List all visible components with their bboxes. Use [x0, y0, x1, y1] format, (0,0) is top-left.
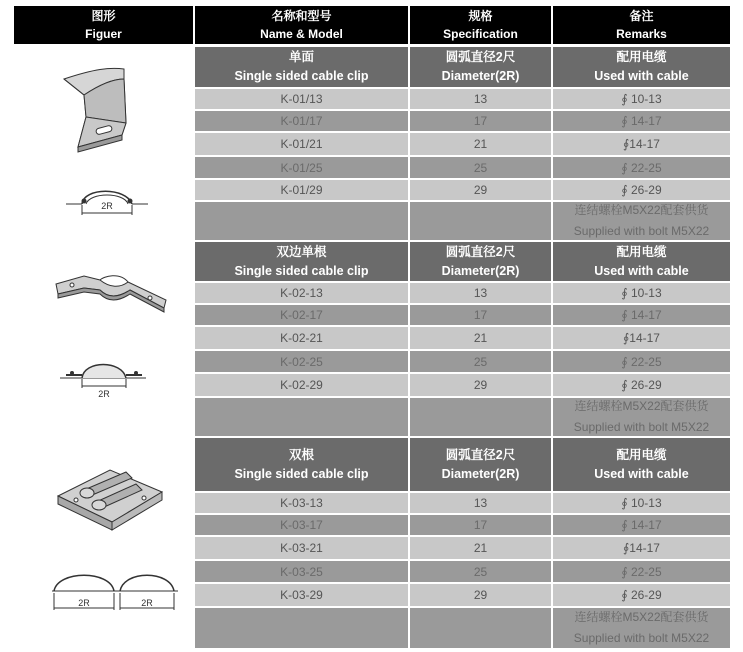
table-row-g3-note-model — [195, 608, 408, 648]
group3-figure — [14, 438, 193, 648]
table-row-g1-r2-spec: 17 — [410, 111, 551, 131]
table-row-g2-r5-remark: ∮ 26-29 — [553, 374, 730, 396]
group3-spec-en: Diameter(2R) — [441, 466, 520, 481]
table-row-g1-r4-model: K-01/25 — [195, 157, 408, 178]
table-row-g1-r5-model: K-01/29 — [195, 180, 408, 200]
group3-remark-header — [553, 438, 730, 491]
group1-name-header — [195, 47, 408, 87]
group1-name-zh: 单面 — [288, 50, 314, 64]
table-row-g3-r4-remark: ∮ 22-25 — [553, 561, 730, 582]
group1-note-zh: 连结螺栓M5X22配套供货 — [574, 203, 709, 217]
table-row-g2-r2-spec: 17 — [410, 305, 551, 325]
table-row-g1-r2-remark: ∮ 14-17 — [553, 111, 730, 131]
table-row-g3-r5-spec: 29 — [410, 584, 551, 606]
group2-spec-en: Diameter(2R) — [441, 263, 520, 278]
table-row-g3-r3-spec: 21 — [410, 537, 551, 559]
group2-spec-zh: 圆弧直径2尺 — [445, 244, 516, 259]
header-spec-en: Specification — [443, 27, 518, 41]
group3-name-zh: 双根 — [288, 447, 314, 462]
table-row-g2-r5-spec: 29 — [410, 374, 551, 396]
group3-dim-label-left: 2R — [78, 598, 90, 608]
table-row-g2-r1-remark: ∮ 10-13 — [553, 283, 730, 303]
table-row-g3-note-spec — [410, 608, 551, 648]
group2-remark-zh: 配用电缆 — [616, 244, 667, 259]
group3-dim-label-right: 2R — [141, 598, 153, 608]
double-clip-dimension-diagram — [52, 575, 178, 610]
table-row-g1-r4-spec: 25 — [410, 157, 551, 178]
header-name-model — [195, 6, 408, 44]
table-row-g1-r3-remark: ∮14-17 — [553, 133, 730, 155]
table-row-g1-r5-remark: ∮ 26-29 — [553, 180, 730, 200]
table-row-g2-r4-remark: ∮ 22-25 — [553, 351, 730, 372]
table-row-g3-note — [553, 608, 730, 648]
table-row-g2-r3-model: K-02-21 — [195, 327, 408, 349]
header-figure-en: Figuer — [85, 27, 122, 41]
group3-remark-en: Used with cable — [594, 466, 689, 481]
table-row-g1-r5-spec: 29 — [410, 180, 551, 200]
header-figure-zh: 图形 — [91, 9, 116, 23]
header-specification — [410, 6, 551, 44]
table-row-g3-r4-spec: 25 — [410, 561, 551, 582]
group2-spec-header — [410, 242, 551, 281]
group1-spec-en: Diameter(2R) — [441, 69, 520, 83]
header-remarks-en: Remarks — [616, 27, 667, 41]
table-row-g2-r3-remark: ∮14-17 — [553, 327, 730, 349]
table-row-g2-r4-model: K-02-25 — [195, 351, 408, 372]
group2-figure — [14, 242, 193, 436]
table-row-g1-r4-remark: ∮ 22-25 — [553, 157, 730, 178]
table-row-g3-r3-model: K-03-21 — [195, 537, 408, 559]
table-row-g3-r5-remark: ∮ 26-29 — [553, 584, 730, 606]
table-row-g3-r1-model: K-03-13 — [195, 493, 408, 513]
table-row-g3-r2-spec: 17 — [410, 515, 551, 535]
table-row-g3-r1-spec: 13 — [410, 493, 551, 513]
table-row-g2-note-spec — [410, 398, 551, 436]
table-row-g3-r4-model: K-03-25 — [195, 561, 408, 582]
table-row-g1-note-model — [195, 202, 408, 240]
table-row-g2-note — [553, 398, 730, 436]
table-row-g3-r3-remark: ∮14-17 — [553, 537, 730, 559]
header-name-zh: 名称和型号 — [271, 9, 332, 23]
header-figure — [14, 6, 193, 44]
table-row-g3-r2-remark: ∮ 14-17 — [553, 515, 730, 535]
table-row-g1-note-spec — [410, 202, 551, 240]
table-row-g1-r1-model: K-01/13 — [195, 89, 408, 109]
group3-remark-zh: 配用电缆 — [616, 447, 667, 462]
double-sided-clip-dimension-diagram — [60, 365, 146, 389]
table-row-g3-r5-model: K-03-29 — [195, 584, 408, 606]
group3-note-en: Supplied with bolt M5X22 — [573, 631, 710, 645]
group3-spec-zh: 圆弧直径2尺 — [445, 447, 516, 462]
table-row-g2-r2-model: K-02-17 — [195, 305, 408, 325]
group2-name-en: Single sided cable clip — [234, 263, 369, 278]
group1-dim-label: 2R — [101, 201, 113, 211]
group2-note-zh: 连结螺栓M5X22配套供货 — [574, 399, 709, 413]
group3-note-zh: 连结螺栓M5X22配套供货 — [574, 610, 709, 624]
header-spec-zh: 规格 — [468, 9, 493, 23]
table-row-g2-r3-spec: 21 — [410, 327, 551, 349]
header-remarks — [553, 6, 730, 44]
group1-name-en: Single sided cable clip — [234, 69, 369, 83]
table-row-g1-r1-remark: ∮ 10-13 — [553, 89, 730, 109]
group2-dim-label: 2R — [98, 389, 110, 399]
table-row-g1-r3-model: K-01/21 — [195, 133, 408, 155]
table-row-g1-r1-spec: 13 — [410, 89, 551, 109]
table-row-g2-note-model — [195, 398, 408, 436]
group1-remark-header — [553, 47, 730, 87]
group2-note-en: Supplied with bolt M5X22 — [573, 420, 710, 434]
group1-spec-header — [410, 47, 551, 87]
group2-remark-en: Used with cable — [594, 263, 689, 278]
header-name-en: Name & Model — [260, 27, 343, 41]
group3-spec-header — [410, 438, 551, 491]
table-row-g1-r2-model: K-01/17 — [195, 111, 408, 131]
group1-remark-zh: 配用电缆 — [616, 50, 667, 64]
group1-note-en: Supplied with bolt M5X22 — [573, 224, 710, 238]
table-row-g1-r3-spec: 21 — [410, 133, 551, 155]
double-clip-illustration — [14, 438, 193, 648]
single-clip-illustration — [14, 47, 193, 240]
group1-remark-en: Used with cable — [594, 69, 689, 83]
group1-figure — [14, 47, 193, 240]
group2-name-header — [195, 242, 408, 281]
table-row-g1-note — [553, 202, 730, 240]
table-row-g2-r5-model: K-02-29 — [195, 374, 408, 396]
group3-name-en: Single sided cable clip — [234, 466, 369, 481]
table-row-g2-r1-model: K-02-13 — [195, 283, 408, 303]
group2-remark-header — [553, 242, 730, 281]
group3-name-header — [195, 438, 408, 491]
group2-name-zh: 双边单根 — [276, 244, 327, 259]
table-row-g3-r2-model: K-03-17 — [195, 515, 408, 535]
double-sided-clip-illustration — [14, 242, 193, 436]
header-remarks-zh: 备注 — [629, 9, 654, 23]
group1-spec-zh: 圆弧直径2尺 — [445, 50, 516, 64]
table-row-g2-r2-remark: ∮ 14-17 — [553, 305, 730, 325]
table-row-g2-r4-spec: 25 — [410, 351, 551, 372]
table-row-g2-r1-spec: 13 — [410, 283, 551, 303]
table-row-g3-r1-remark: ∮ 10-13 — [553, 493, 730, 513]
